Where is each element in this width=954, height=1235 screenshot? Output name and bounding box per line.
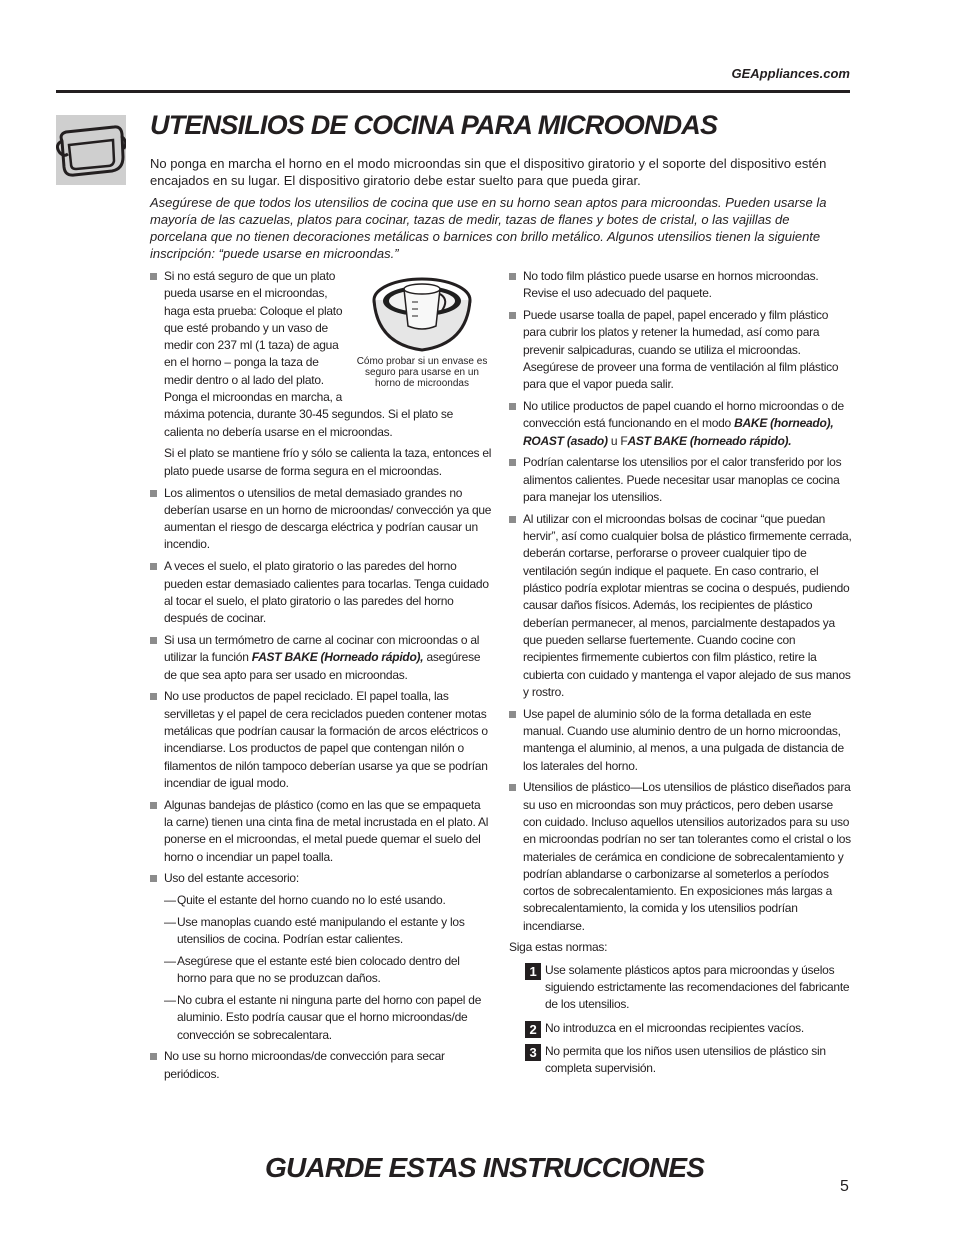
bowl-with-cup-illustration (370, 270, 474, 354)
dash-item (150, 914, 492, 949)
bullet-square-icon (150, 637, 157, 644)
bullet-item (150, 797, 492, 866)
bullet-square-icon (509, 459, 516, 466)
bullet-item (509, 398, 853, 450)
bullet-square-icon (150, 563, 157, 570)
bullet-text: No use su horno microondas/de convección para secar periódicos. (164, 1049, 445, 1081)
dash-marker: — (164, 893, 176, 908)
cookware-pan-icon (56, 115, 126, 185)
bullet-text: asegúrese de que sea apto para ser usado en microondas. (164, 650, 481, 682)
website-label: GEAppliances.com (731, 66, 850, 81)
bullet-square-icon (150, 273, 157, 280)
bullet-text: Al utilizar con el microondas bolsas de cocinar “que puedan hervir”, así como cualquier bolsa de plástico firmemente cerrada, deberán cortarse, perforarse o proveer cualquier tipo de ventilación según indique el paquete. En caso contrario, el plástico podría explotar mientras se cocina o después, pudiendo causar daños físicos. Además, los recipientes de plástico deberían permanecer, al menos, parcialmente destapados ya que pueden sellarse fuertemente. Cuando cocine con recipientes firmemente cubiertos con film plástico, retire la cubierta con cuidado y mantenga el vapor alejado de sus manos y rostro. (523, 511, 852, 699)
dash-text: No cubra el estante ni ninguna parte del horno con papel de aluminio. Esto podría causar que el horno microondas/de convección se sobrecalentara. (177, 993, 482, 1042)
bullet-text: Use papel de aluminio sólo de la forma detallada en este manual. Cuando use aluminio dentro de un horno microondas, mantenga el aluminio, al menos, a una pulgada de distancia de los laterales del horno. (523, 706, 844, 773)
bullet-square-icon (509, 711, 516, 718)
dash-marker: — (164, 953, 176, 968)
page-number: 5 (840, 1178, 849, 1195)
bullet-square-icon (150, 490, 157, 497)
bullet-square-icon (150, 693, 157, 700)
bullet-square-icon (509, 403, 516, 410)
dash-text: Asegúrese que el estante esté bien colocado dentro del horno para que no se produzcan daños. (177, 953, 460, 986)
bullet-text: Si no está seguro de que un plato pueda usarse en el microondas, haga esta prueba: Coloque el plato que esté probando y un vaso de medir con 237 ml (1 taza) de agua en el horno – ponga la taza de medir dentro o al lado del plato. Ponga el microondas en marcha, a máxima potencia, durante 30-45 segundos. Si el plato se calienta no debería usarse en el microondas. (164, 269, 454, 439)
rule-text: Use solamente plásticos aptos para microondas y úselos siguiendo estrictamente las recomendaciones del fabricante de los utensilios. (545, 962, 850, 1012)
intro-paragraph-italic: Asegúrese de que todos los utensilios de cocina que use en su horno sean aptos para microondas. Pueden usarse la mayoría de las cazuelas, platos para cocinar, tazas de medir, tazas de flanes y botes de cristal, o las vajillas de porcelana que no tienen decoraciones metálicas o barnices con brillo metálico. Algunos utensilios tienen la siguiente inscripción: “puede usarse en microondas.” (150, 194, 827, 262)
number-badge: 2 (525, 1021, 541, 1038)
bullet-item (150, 632, 492, 684)
bullet-item (509, 268, 853, 303)
numbered-rule (509, 962, 853, 1014)
intro-section (150, 155, 850, 267)
bullet-text: Puede usarse toalla de papel, papel encerado y film plástico para cubrir los platos y retener la humedad, así como para prevenir salpicaduras, cuando se utiliza el microondas. Asegúrese de proveer una forma de ventilación al film plástico para que el vapor pueda salir. (523, 308, 839, 392)
dash-item (150, 892, 492, 909)
bullet-item (509, 706, 853, 775)
bake-roast-label: BAKE (horneado), ROAST (asado) (523, 416, 834, 448)
dash-marker: — (164, 993, 176, 1008)
bullet-text: A veces el suelo, el plato giratorio o las paredes del horno pueden estar demasiado calientes para tocarlas. Tenga cuidado al tocar el suelo, el plato giratorio o las paredes del horno después de cocinar. (164, 559, 489, 626)
bullet-square-icon (509, 784, 516, 791)
bullet-square-icon (509, 312, 516, 319)
numbered-rule (509, 1043, 853, 1078)
bullet-text: Algunas bandejas de plástico (como en las que se empaqueta la carne) tienen una cinta fina de metal incrustada en el plato. Al ponerse en el microondas, el metal puede quemar el suelo del horno o incendiar un papel toalla. (164, 797, 489, 864)
bullet-text: Podrían calentarse los utensilios por el calor transferido por los alimentos calientes. Puede necesitar usar manoplas ce cocina para manejar los utensilios. (523, 455, 842, 505)
dash-item (150, 953, 492, 988)
bullet-item (509, 454, 853, 506)
footer-title: GUARDE ESTAS INSTRUCCIONES (265, 1152, 705, 1183)
bullet-text: No todo film plástico puede usarse en hornos microondas. Revise el uso adecuado del paquete. (523, 269, 819, 301)
bullet-item (509, 307, 853, 393)
rule-text: No permita que los niños usen utensilios de plástico sin completa supervisión. (545, 1043, 826, 1076)
bullet-text: Uso del estante accesorio: (164, 871, 299, 886)
bullet-text: Los alimentos o utensilios de metal demasiado grandes no deberían usarse en un horno de microondas/ convección ya que aumentan el riesgo de descarga eléctrica y podrían causar un incendio. (164, 485, 492, 552)
bullet-square-icon (150, 1053, 157, 1060)
bullet-square-icon (150, 802, 157, 809)
left-column (150, 268, 492, 1088)
numbered-rule (509, 1020, 853, 1037)
bullet-item (509, 511, 853, 701)
fast-bake-label: AST BAKE (horneado rápido). (627, 433, 792, 448)
number-badge: 1 (525, 963, 541, 980)
dash-marker: — (164, 914, 176, 929)
bullet-item (150, 870, 492, 887)
test-figure (352, 270, 492, 389)
dash-item (150, 992, 492, 1044)
bullet-text: Utensilios de plástico—Los utensilios de plástico diseñados para su uso en microondas son muy prácticos, pero deben usarse con cuidado. Incluso aquellos utensilios autorizados para su uso en microondas podrían no ser tan tolerantes como el cristal o los materiales de cerámica en condicione de sobrecalentamiento y podrían ablandarse o carbonizarse al someterlos a períodos cortos de sobrecalentamiento. En exposiciones más largas a sobrecalentamiento, la comida y los utensilios podrían incendiarse. (523, 780, 851, 933)
page-title: UTENSILIOS DE COCINA PARA MICROONDAS (150, 110, 718, 140)
right-column (509, 268, 853, 1084)
bullet-item (150, 485, 492, 554)
bullet-text: No use productos de papel reciclado. El papel toalla, las servilletas y el papel de cera reciclados pueden contener motas metálicas que podrían causar la formación de arcos eléctricos o incendiarse. Los productos de papel que contengan nilón o filamentos de nilón tampoco deberían usarse ya que se podrían incendiar de igual modo. (164, 689, 488, 790)
bullet-text: Si usa un termómetro de carne al cocinar con microondas o al utilizar la función (164, 632, 480, 665)
bullet-item (150, 268, 492, 441)
rules-intro: Siga estas normas: (509, 940, 608, 955)
figure-caption: Cómo probar si un envase es seguro para usarse en un horno de microondas (356, 356, 488, 389)
bullet-item (509, 779, 853, 935)
bullet-text: u F (607, 433, 628, 448)
bullet-square-icon (509, 516, 516, 523)
intro-paragraph: No ponga en marcha el horno en el modo microondas sin que el dispositivo giratorio y el soporte del dispositivo estén encajados en su lugar. El dispositivo giratorio debe estar suelto para que pueda girar. (150, 156, 827, 189)
bullet-text: No utilice productos de papel cuando el horno microondas o de convección está funcionando en el modo (523, 399, 844, 431)
fast-bake-label: FAST BAKE (Horneado rápido), (251, 650, 424, 665)
dash-text: Use manoplas cuando esté manipulando el estante y los utensilios de cocina. Podrían estar calientes. (177, 914, 465, 947)
dash-text: Quite el estante del horno cuando no lo esté usando. (177, 893, 446, 908)
bullet-item (150, 688, 492, 792)
header-rule (56, 90, 850, 93)
bullet-continuation: Si el plato se mantiene frío y sólo se calienta la taza, entonces el plato puede usarse de forma segura en el microondas. (164, 446, 492, 478)
bullet-square-icon (509, 273, 516, 280)
bullet-item (150, 558, 492, 627)
bullet-item (150, 1048, 492, 1083)
number-badge: 3 (525, 1044, 541, 1061)
rule-text: No introduzca en el microondas recipientes vacíos. (545, 1020, 804, 1035)
bullet-square-icon (150, 875, 157, 882)
